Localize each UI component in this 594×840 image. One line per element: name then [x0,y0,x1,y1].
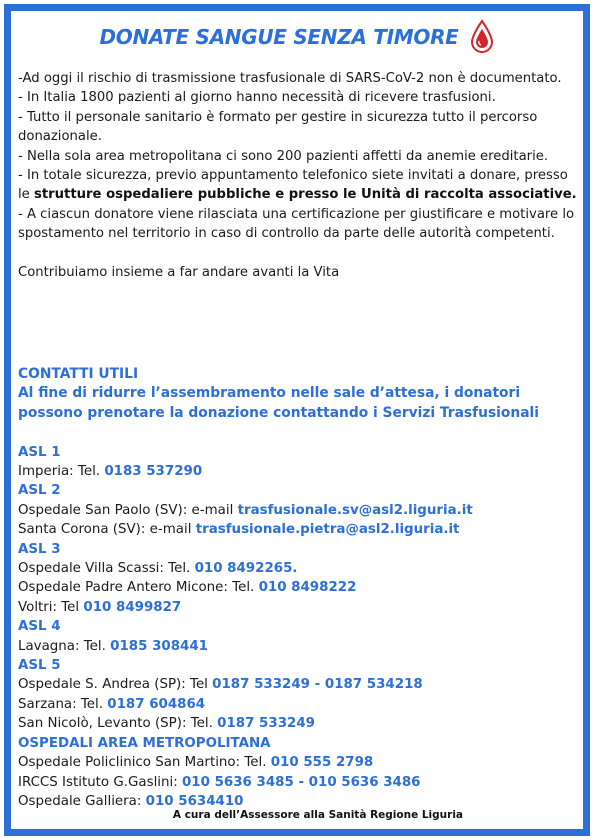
header [11,17,583,57]
contact-phone[interactable]: 010 8492265. [194,561,298,577]
contact-row [18,637,583,656]
asl2-label: ASL 2 [18,483,61,499]
asl4-label: ASL 4 [18,619,61,635]
contact-row [18,462,583,481]
contact-text: Ospedale San Paolo (SV): e-mail [18,502,238,518]
contact-text: Santa Corona (SV): e-mail [18,522,196,538]
contact-phone[interactable]: 010 5636 3485 - 010 5636 3486 [181,774,421,790]
intro-paragraph: -Ad oggi il rischio di trasmissione trasfusionale di SARS-CoV-2 non è documentato. [18,71,562,86]
contact-text: Ospedale Galliera: [18,793,146,809]
contact-text: Voltri: Tel [18,599,84,615]
contact-row [18,675,583,694]
contacts-heading: CONTATTI UTILI [18,366,139,382]
contact-text: Sarzana: Tel. [18,696,108,712]
contact-phone[interactable]: 0187 604864 [107,696,206,712]
contact-row [18,559,583,578]
contact-phone[interactable]: 010 8498222 [258,580,357,596]
contact-phone[interactable]: 0187 533249 [217,716,315,732]
contact-text: Lavagna: Tel. [18,638,111,654]
metro-label: OSPEDALI AREA METROPOLITANA [18,735,271,751]
contact-phone[interactable]: 010 5634410 [145,793,244,809]
contact-row [18,598,583,617]
contact-phone[interactable]: 0185 308441 [110,638,208,654]
contact-row [18,753,583,772]
intro-paragraph: - Nella sola area metropolitana ci sono 200 pazienti affetti da anemie ereditarie. [18,148,549,164]
contact-phone[interactable]: 0187 533249 - 0187 534218 [212,677,423,693]
contact-email[interactable]: trasfusionale.pietra@asl2.liguria.it [195,522,460,538]
contact-phone[interactable]: 010 8499827 [83,599,182,615]
intro-paragraph: - Tutto il personale sanitario è formato per gestire in sicurezza tutto il percorso donazionale. [18,109,538,145]
contacts-section [18,365,583,811]
contact-row [18,773,583,792]
contact-row [18,714,583,733]
intro-bold-span: strutture ospedaliere pubbliche e presso le Unità di raccolta associative. [33,187,577,203]
intro-paragraph [18,166,583,205]
contact-row [18,695,583,714]
intro-text [18,69,583,282]
page-title: DONATE SANGUE SENZA TIMORE [99,25,459,49]
contact-row [18,501,583,520]
intro-paragraph: - A ciascun donatore viene rilasciata una certificazione per giustificare e motivare lo spostamento nel territorio in caso di controllo da parte delle autorità competenti. [18,206,575,242]
contact-text: Ospedale S. Andrea (SP): Tel [18,677,213,693]
contact-phone[interactable]: 0183 537290 [104,464,203,480]
contact-email[interactable]: trasfusionale.sv@asl2.liguria.it [237,502,473,518]
intro-closing: Contribuiamo insieme a far andare avanti la Vita [18,265,340,281]
spacer [18,244,583,263]
contact-text: Ospedale Padre Antero Micone: Tel. [18,580,259,596]
contact-text: Imperia: Tel. [18,464,105,480]
contact-row [18,520,583,539]
contacts-subheading: Al fine di ridurre l’assembramento nelle sale d’attesa, i donatori possono prenotare la donazione contattando i Servizi Trasfusionali [18,385,539,421]
spacer [18,423,583,442]
page-border [4,4,590,836]
footer-credit: A cura dell’Assessore alla Sanità Regione Liguria [172,809,463,821]
contact-text: San Nicolò, Levanto (SP): Tel. [18,716,218,732]
asl5-label: ASL 5 [18,658,61,674]
intro-text-span: - In totale sicurezza, previo appuntamento telefonico siete invitati a donare, presso le [18,168,568,203]
asl1-label: ASL 1 [18,444,61,460]
intro-paragraph: - In Italia 1800 pazienti al giorno hanno necessità di ricevere trasfusioni. [18,90,496,106]
contact-text: Ospedale Policlinico San Martino: Tel. [18,755,271,771]
contact-phone[interactable]: 010 555 2798 [270,755,374,771]
blood-drop-icon [469,19,495,55]
contact-text: IRCCS Istituto G.Gaslini: [18,774,182,790]
contact-row [18,578,583,597]
asl3-label: ASL 3 [18,541,61,557]
contact-text: Ospedale Villa Scassi: Tel. [18,561,195,577]
